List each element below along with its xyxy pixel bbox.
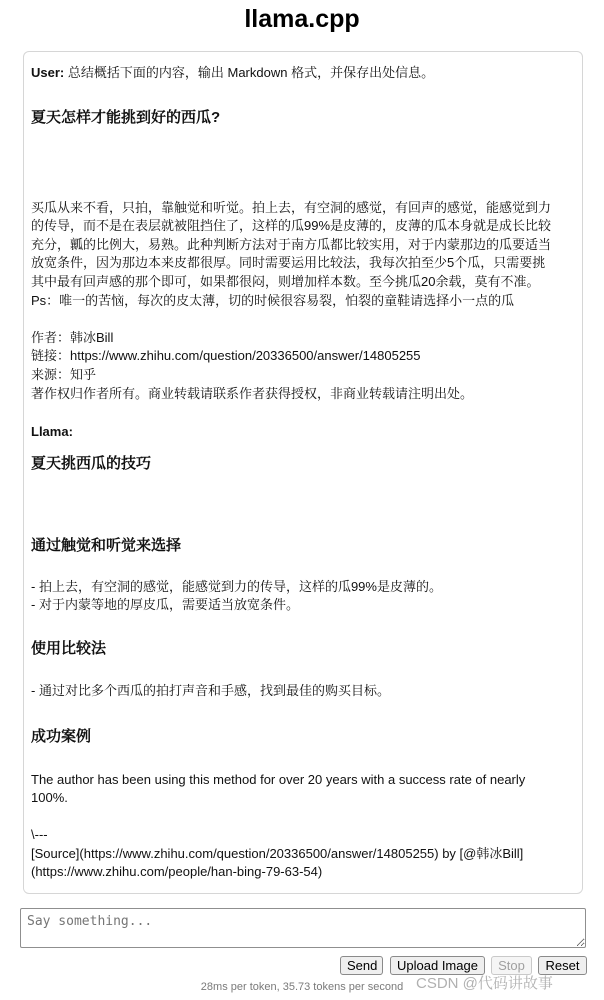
source-link: 链接：https://www.zhihu.com/question/20336500/answer/14805255: [31, 348, 421, 364]
upload-image-button[interactable]: Upload Image: [390, 956, 485, 975]
response-source-link: (https://www.zhihu.com/people/han-bing-79-63-54): [31, 864, 323, 880]
watermark: CSDN @代码讲故事: [416, 975, 553, 992]
message-input[interactable]: [20, 908, 586, 948]
user-label: User:: [31, 65, 65, 80]
response-case-text: The author has been using this method for over 20 years with a success rate of nearly: [31, 771, 526, 787]
response-list-item: - 对于内蒙等地的厚皮瓜，需要适当放宽条件。: [31, 597, 299, 613]
user-prompt: 总结概括下面的内容，输出 Markdown 格式，并保存出处信息。: [67, 65, 435, 80]
response-case-text: 100%.: [31, 790, 68, 806]
article-body-line: 放宽条件，因为那边本来皮都很厚。同时需要运用比较法，我每次拍至少5个瓜，只需要挑: [31, 255, 546, 271]
source-copyright: 著作权归作者所有。商业转载请联系作者获得授权，非商业转载请注明出处。: [31, 385, 474, 401]
response-heading-main: 夏天挑西瓜的技巧: [31, 454, 152, 472]
article-body-line: 的传导，而不是在表层就被阻挡住了，这样的瓜99%是皮薄的，皮薄的瓜本身就是成长比较: [31, 218, 552, 234]
response-separator: \---: [31, 827, 48, 843]
source-origin: 来源：知乎: [31, 366, 97, 382]
chat-log-content: [31, 64, 577, 882]
article-body-line: Ps：唯一的苦恼，每次的皮太薄，切的时候很容易裂，怕裂的童鞋请选择小一点的瓜: [31, 292, 515, 308]
response-heading-case: 成功案例: [31, 727, 92, 745]
send-button[interactable]: Send: [340, 956, 383, 975]
article-body-line: 其中最有回声感的那个即可，如果都很闷，则增加样本数。至今挑瓜20余载，莫有不准。: [31, 273, 540, 289]
response-heading-compare: 使用比较法: [31, 639, 107, 657]
response-heading-touch: 通过触觉和听觉来选择: [31, 536, 182, 554]
article-source-info: [31, 329, 577, 403]
reset-button[interactable]: Reset: [538, 956, 587, 975]
article-body-line: 买瓜从来不看，只拍，靠触觉和听觉。拍上去，有空洞的感觉，有回声的感觉，能感觉到力: [31, 199, 552, 215]
user-message: [31, 64, 577, 83]
response-source-link: [Source](https://www.zhihu.com/question/20336500/answer/14805255) by [@韩冰Bill]: [31, 845, 524, 861]
timing-status: 28ms per token, 35.73 tokens per second: [200, 981, 404, 993]
chat-log[interactable]: [23, 51, 583, 894]
article-title: 夏天怎样才能挑到好的西瓜?: [31, 108, 221, 126]
response-list-item: - 通过对比多个西瓜的拍打声音和手感，找到最佳的购买目标。: [31, 682, 390, 698]
response-list-item: - 拍上去，有空洞的感觉，能感觉到力的传导，这样的瓜99%是皮薄的。: [31, 578, 442, 594]
source-author: 作者：韩冰Bill: [31, 329, 114, 345]
stop-button[interactable]: Stop: [491, 956, 532, 975]
llama-label: Llama:: [31, 424, 73, 440]
app-title: llama.cpp: [244, 5, 360, 33]
article-body-line: 充分，瓤的比例大，易熟。此种判断方法对于南方瓜都比较实用，对于内蒙那边的瓜要适当: [31, 236, 552, 252]
article-body: [31, 199, 577, 311]
